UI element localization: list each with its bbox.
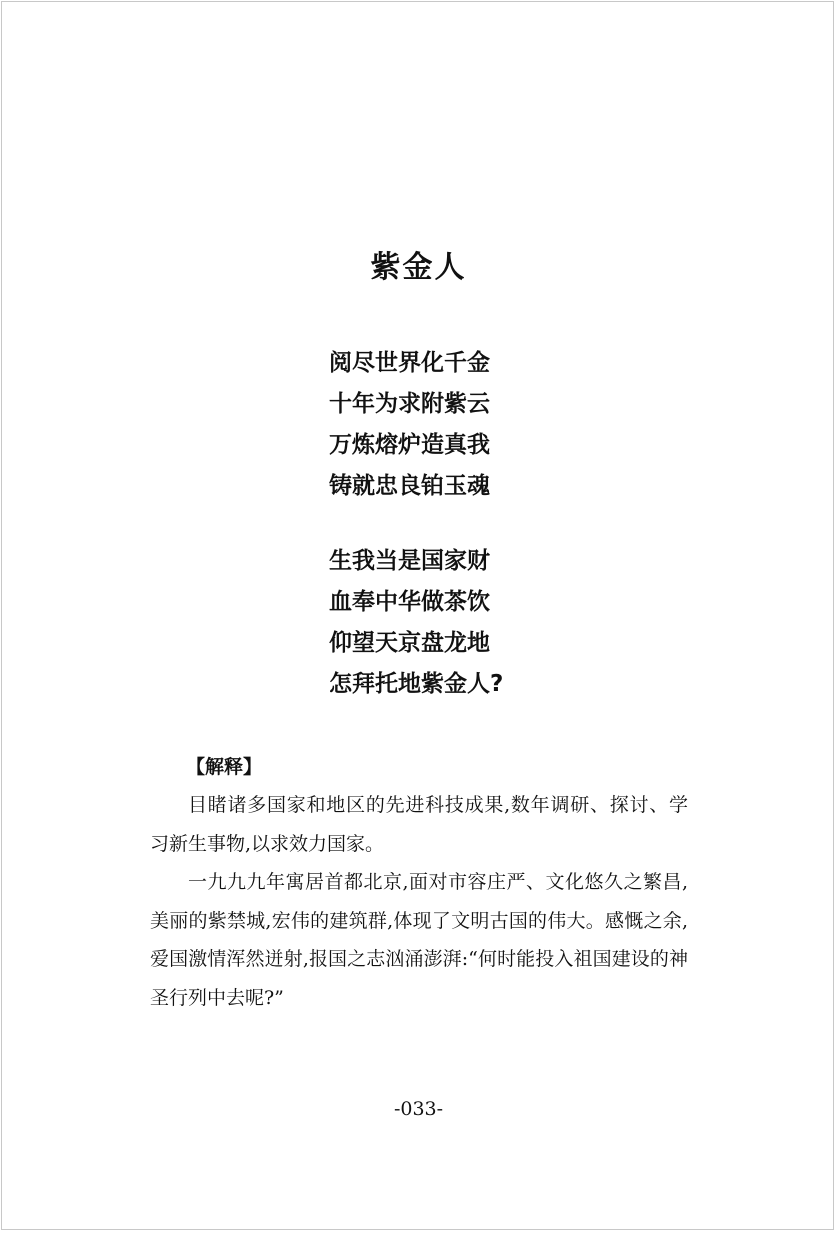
poem-stanza-2 bbox=[329, 541, 503, 705]
poem-line: 仰望天京盘龙地 bbox=[329, 630, 490, 656]
poem-line: 万炼熔炉造真我 bbox=[329, 432, 490, 458]
poem-stanza-1 bbox=[329, 343, 490, 507]
poem-line: 铸就忠良铂玉魂 bbox=[329, 473, 490, 499]
explanation-heading: 【解释】 bbox=[186, 756, 263, 778]
page-number: -033- bbox=[393, 1098, 444, 1120]
explanation-paragraph: 目睹诸多国家和地区的先进科技成果,数年调研、探讨、学习新生事物,以求效力国家。 bbox=[150, 794, 688, 855]
poem-line: 生我当是国家财 bbox=[329, 548, 490, 574]
poem-line: 十年为求附紫云 bbox=[329, 391, 490, 417]
poem-line: 阅尽世界化千金 bbox=[329, 350, 490, 376]
poem-line: 血奉中华做茶饮 bbox=[329, 589, 490, 615]
poem-line: 怎拜托地紫金人? bbox=[329, 671, 504, 697]
poem-title: 紫金人 bbox=[370, 250, 467, 285]
explanation-body bbox=[150, 786, 688, 1017]
explanation-paragraph: 一九九九年寓居首都北京,面对市容庄严、文化悠久之繁昌,美丽的紫禁城,宏伟的建筑群,体现了文明古国的伟大。感慨之余,爱国激情浑然迸射,报国之志汹涌澎湃:“何时能投入祖国建设的神圣行列中去呢?” bbox=[150, 871, 688, 1009]
